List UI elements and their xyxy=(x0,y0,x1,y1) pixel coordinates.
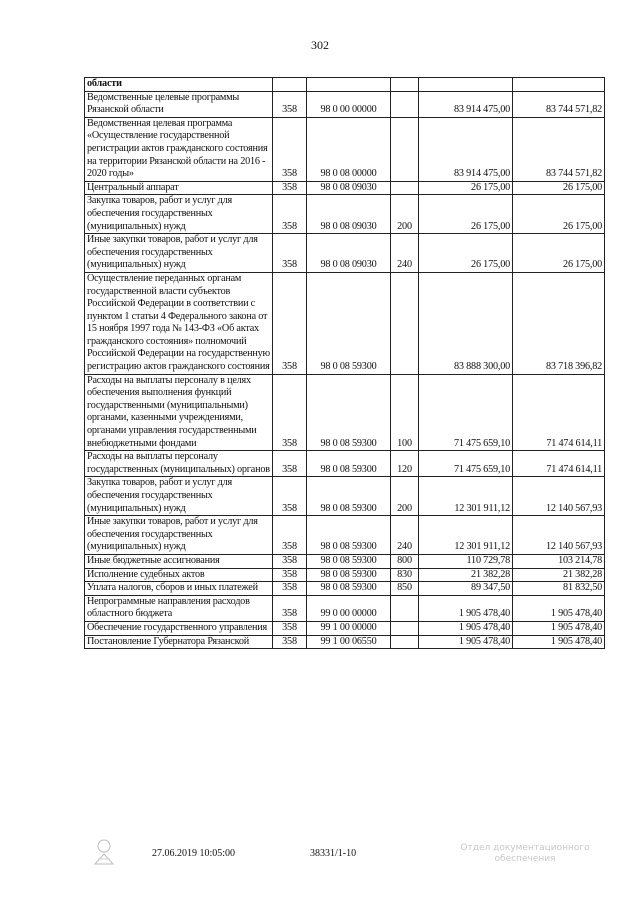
row-name: Уплата налогов, сборов и иных платежей xyxy=(85,582,273,596)
row-vr: 830 xyxy=(391,568,419,582)
row-sum-fact: 26 175,00 xyxy=(513,195,605,234)
row-code: 358 xyxy=(273,374,307,451)
row-name: Закупка товаров, работ и услуг для обеспечения государственных (муниципальных) нужд xyxy=(85,477,273,516)
footer-datetime: 27.06.2019 10:05:00 xyxy=(152,848,236,859)
row-csr: 99 1 00 06550 xyxy=(307,635,391,649)
row-sum-fact: 83 718 396,82 xyxy=(513,272,605,374)
row-sum-fact: 83 744 571,82 xyxy=(513,117,605,181)
row-code: 358 xyxy=(273,621,307,635)
row-vr xyxy=(391,272,419,374)
row-code: 358 xyxy=(273,195,307,234)
row-sum-plan: 26 175,00 xyxy=(419,181,513,195)
row-vr: 200 xyxy=(391,477,419,516)
row-csr: 98 0 08 59300 xyxy=(307,516,391,555)
row-code: 358 xyxy=(273,554,307,568)
row-sum-fact: 1 905 478,40 xyxy=(513,621,605,635)
table-row xyxy=(85,554,605,568)
row-sum-fact: 103 214,78 xyxy=(513,554,605,568)
row-sum-plan: 71 475 659,10 xyxy=(419,374,513,451)
row-vr xyxy=(391,635,419,649)
footer-watermark-stamp: Отдел документационного обеспечения xyxy=(460,843,590,864)
scan-stamp-icon xyxy=(92,838,116,866)
row-name: Иные закупки товаров, работ и услуг для обеспечения государственных (муниципальных) нужд xyxy=(85,516,273,555)
budget-table xyxy=(84,77,605,649)
row-sum-plan: 26 175,00 xyxy=(419,234,513,273)
row-name: Расходы на выплаты персоналу в целях обеспечения выполнения функций государственными (муниципальными) органами, казенными учреждениями, органами управления государственными внебюджетными фондами xyxy=(85,374,273,451)
row-sum-fact: 12 140 567,93 xyxy=(513,516,605,555)
row-name: Расходы на выплаты персоналу государственных (муниципальных) органов xyxy=(85,451,273,477)
row-sum-plan: 110 729,78 xyxy=(419,554,513,568)
row-csr xyxy=(307,78,391,92)
row-code: 358 xyxy=(273,635,307,649)
row-name: Исполнение судебных актов xyxy=(85,568,273,582)
table-row xyxy=(85,272,605,374)
table-row xyxy=(85,117,605,181)
row-csr: 98 0 08 59300 xyxy=(307,451,391,477)
row-sum-plan: 12 301 911,12 xyxy=(419,516,513,555)
table-row xyxy=(85,91,605,117)
row-sum-plan: 83 914 475,00 xyxy=(419,117,513,181)
row-code: 358 xyxy=(273,272,307,374)
table-row xyxy=(85,635,605,649)
row-sum-fact: 26 175,00 xyxy=(513,234,605,273)
row-name: Закупка товаров, работ и услуг для обеспечения государственных (муниципальных) нужд xyxy=(85,195,273,234)
table-row xyxy=(85,477,605,516)
table-row xyxy=(85,195,605,234)
table-row xyxy=(85,595,605,621)
table-row xyxy=(85,582,605,596)
row-code: 358 xyxy=(273,91,307,117)
row-name: области xyxy=(85,78,273,92)
row-name: Иные закупки товаров, работ и услуг для обеспечения государственных (муниципальных) нужд xyxy=(85,234,273,273)
row-name: Ведомственные целевые программы Рязанской области xyxy=(85,91,273,117)
table-row xyxy=(85,451,605,477)
row-vr: 240 xyxy=(391,234,419,273)
row-code xyxy=(273,78,307,92)
row-code: 358 xyxy=(273,117,307,181)
row-csr: 98 0 08 09030 xyxy=(307,181,391,195)
row-vr xyxy=(391,595,419,621)
row-csr: 98 0 08 59300 xyxy=(307,568,391,582)
row-code: 358 xyxy=(273,568,307,582)
footer-doc-number: 38331/1-10 xyxy=(310,848,357,859)
row-sum-plan: 12 301 911,12 xyxy=(419,477,513,516)
row-vr: 200 xyxy=(391,195,419,234)
row-sum-plan: 83 888 300,00 xyxy=(419,272,513,374)
row-sum-plan: 1 905 478,40 xyxy=(419,635,513,649)
row-vr xyxy=(391,181,419,195)
row-code: 358 xyxy=(273,582,307,596)
row-sum-plan: 26 175,00 xyxy=(419,195,513,234)
row-csr: 98 0 08 09030 xyxy=(307,234,391,273)
row-name: Непрограммные направления расходов областного бюджета xyxy=(85,595,273,621)
row-vr: 100 xyxy=(391,374,419,451)
row-csr: 99 1 00 00000 xyxy=(307,621,391,635)
row-sum-plan: 21 382,28 xyxy=(419,568,513,582)
row-csr: 98 0 08 59300 xyxy=(307,554,391,568)
table-row xyxy=(85,78,605,92)
row-sum-fact: 12 140 567,93 xyxy=(513,477,605,516)
row-sum-plan: 89 347,50 xyxy=(419,582,513,596)
row-name: Иные бюджетные ассигнования xyxy=(85,554,273,568)
row-name: Обеспечение государственного управления xyxy=(85,621,273,635)
row-sum-fact: 21 382,28 xyxy=(513,568,605,582)
row-sum-plan: 83 914 475,00 xyxy=(419,91,513,117)
row-csr: 98 0 08 09030 xyxy=(307,195,391,234)
row-vr xyxy=(391,91,419,117)
row-name: Ведомственная целевая программа «Осуществление государственной регистрации актов гражданского состояния на территории Рязанской области на 2016 - 2020 годы» xyxy=(85,117,273,181)
row-vr: 800 xyxy=(391,554,419,568)
row-code: 358 xyxy=(273,516,307,555)
table-row xyxy=(85,516,605,555)
row-sum-fact: 81 832,50 xyxy=(513,582,605,596)
row-sum-plan xyxy=(419,78,513,92)
table-row xyxy=(85,374,605,451)
row-vr: 120 xyxy=(391,451,419,477)
row-sum-plan: 71 475 659,10 xyxy=(419,451,513,477)
row-code: 358 xyxy=(273,181,307,195)
table-row xyxy=(85,621,605,635)
row-name: Центральный аппарат xyxy=(85,181,273,195)
row-code: 358 xyxy=(273,234,307,273)
row-vr xyxy=(391,78,419,92)
row-sum-plan: 1 905 478,40 xyxy=(419,595,513,621)
row-name: Осуществление переданных органам государственной власти субъектов Российской Федерации в соответствии с пунктом 1 статьи 4 Федерального закона от 15 ноября 1997 года № 143-ФЗ «Об актах гражданского состояния» полномочий Российской Федерации на государственную регистрацию актов гражданского состояния xyxy=(85,272,273,374)
row-sum-fact: 71 474 614,11 xyxy=(513,451,605,477)
row-vr: 850 xyxy=(391,582,419,596)
table-row xyxy=(85,568,605,582)
row-csr: 98 0 08 59300 xyxy=(307,477,391,516)
page-number: 302 xyxy=(311,38,329,52)
row-sum-fact: 26 175,00 xyxy=(513,181,605,195)
row-csr: 98 0 08 59300 xyxy=(307,582,391,596)
row-vr: 240 xyxy=(391,516,419,555)
row-csr: 98 0 08 59300 xyxy=(307,272,391,374)
table-row xyxy=(85,181,605,195)
row-sum-plan: 1 905 478,40 xyxy=(419,621,513,635)
row-sum-fact: 1 905 478,40 xyxy=(513,595,605,621)
row-sum-fact: 1 905 478,40 xyxy=(513,635,605,649)
row-csr: 99 0 00 00000 xyxy=(307,595,391,621)
row-sum-fact: 83 744 571,82 xyxy=(513,91,605,117)
row-sum-fact: 71 474 614,11 xyxy=(513,374,605,451)
row-csr: 98 0 08 59300 xyxy=(307,374,391,451)
row-vr xyxy=(391,117,419,181)
row-csr: 98 0 00 00000 xyxy=(307,91,391,117)
row-code: 358 xyxy=(273,451,307,477)
row-name: Постановление Губернатора Рязанской xyxy=(85,635,273,649)
row-csr: 98 0 08 00000 xyxy=(307,117,391,181)
row-code: 358 xyxy=(273,595,307,621)
row-vr xyxy=(391,621,419,635)
table-row xyxy=(85,234,605,273)
row-code: 358 xyxy=(273,477,307,516)
row-sum-fact xyxy=(513,78,605,92)
